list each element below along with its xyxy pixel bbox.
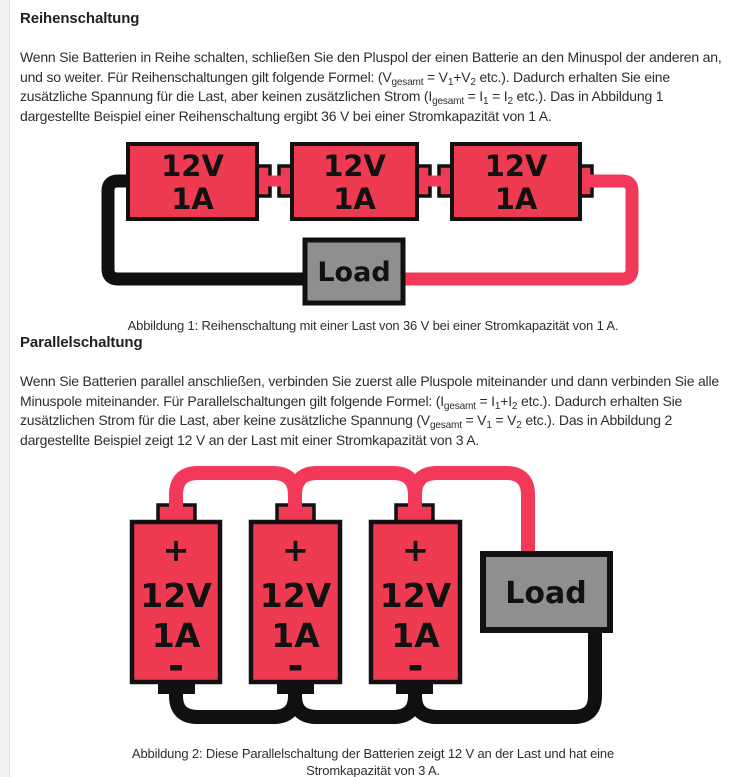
battery2-minus-label: - (287, 644, 304, 688)
series-heading: Reihenschaltung (20, 10, 140, 27)
load-label: Load (505, 576, 587, 611)
battery2-voltage-label: 12V (323, 149, 386, 183)
battery3-voltage-label: 12V (484, 149, 548, 183)
parallel-heading: Parallelschaltung (20, 334, 143, 351)
battery2-current-label: 1A (271, 616, 320, 655)
series-paragraph: Wenn Sie Batterien in Reihe schalten, schließen Sie den Pluspol der einen Batterie an den Minuspol der anderen an, und so weiter. Für Reihenschaltungen gilt folgende Formel: ($V_{gesamt} = V_1+V_2$ etc.). Dadurch erhalten Sie eine zusätzliche Spannung für die Last, aber keinen zusätzlichen Strom ($I_{gesamt} = I_1 = I_2$ etc.). Das in Abbildung 1 dargestellte Beispiel einer Reihenschaltung ergibt 36 V bei einer Stromkapazität von 1 A. (20, 49, 722, 124)
load-label: Load (317, 257, 391, 288)
battery3-minus-label: - (407, 644, 424, 688)
battery2-current-label: 1A (333, 182, 376, 216)
battery1-minus-label: - (168, 644, 184, 688)
battery1-voltage-label: 12V (161, 149, 224, 183)
series-figure-caption: Abbildung 1: Reihenschaltung mit einer Last von 36 V bei einer Stromkapazität von 1 A. (127, 318, 619, 333)
series-circuit-figure (95, 140, 726, 310)
article-content (10, 0, 738, 777)
battery3-voltage-label: 12V (379, 576, 452, 615)
battery1-voltage-label: 12V (140, 576, 212, 615)
battery2-plus-label: + (282, 531, 309, 569)
battery3-current-label: 1A (391, 616, 440, 655)
parallel-circuit-figure (110, 458, 726, 738)
battery2-voltage-label: 12V (259, 576, 332, 615)
parallel-circuit-diagram (110, 458, 650, 738)
parallel-figure-caption: Abbildung 2: Diese Parallelschaltung der Batterien zeigt 12 V an der Last und hat eine Stromkapazität von 3 A. (131, 746, 615, 777)
parallel-paragraph: Wenn Sie Batterien parallel anschließen, verbinden Sie zuerst alle Pluspole miteinander und dann verbinden Sie alle Minuspole miteinander. Für Parallelschaltungen gilt folgende Formel: ($I_{gesamt} = I_1+I_2$ etc.). Dadurch erhalten Sie zusätzlichen Strom für die Last, aber keine zusätzliche Spannung ($V_{gesamt} = V_1 = V_2$ etc.). Das in Abbildung 2 dargestellte Beispiel zeigt 12 V an der Last mit einer Stromkapazität von 3 A. (20, 373, 719, 448)
battery1-current-label: 1A (151, 616, 201, 655)
battery1-plus-label: + (162, 531, 190, 569)
series-circuit-diagram (95, 140, 645, 310)
left-edge-strip (0, 0, 10, 777)
battery1-current-label: 1A (171, 182, 214, 216)
battery3-current-label: 1A (494, 182, 538, 216)
battery3-plus-label: + (402, 531, 429, 569)
